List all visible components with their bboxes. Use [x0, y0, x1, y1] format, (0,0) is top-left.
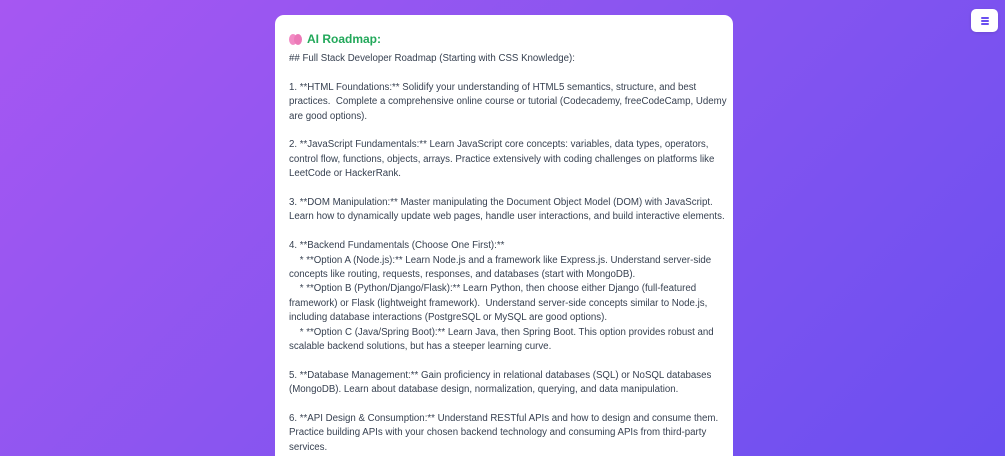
roadmap-line: 4. **Backend Fundamentals (Choose One First):**	[289, 240, 505, 252]
roadmap-line	[289, 182, 719, 196]
roadmap-line: concepts like routing, requests, responses, and databases (start with MongoDB).	[289, 269, 636, 281]
roadmap-line: ## Full Stack Developer Roadmap (Starting with CSS Knowledge):	[289, 53, 575, 64]
roadmap-line: are good options).	[289, 110, 368, 122]
roadmap-line: * **Option B (Python/Django/Flask):** Learn Python, then choose either Django (full-featured	[289, 283, 697, 295]
roadmap-line: Learn how to dynamically update web pages, handle user interactions, and build interactive elements.	[289, 211, 725, 223]
roadmap-line: (MongoDB). Learn about database design, normalization, querying, and data manipulation.	[289, 384, 679, 396]
menu-button[interactable]	[971, 9, 998, 32]
roadmap-line: * **Option A (Node.js):** Learn Node.js and a framework like Express.js. Understand server-side	[289, 254, 712, 266]
roadmap-line: including database interactions (PostgreSQL or MySQL are good options).	[289, 312, 608, 324]
roadmap-line: framework) or Flask (lightweight framework). Understand server-side concepts similar to Node.js,	[289, 297, 708, 309]
roadmap-line: services.	[289, 441, 328, 453]
roadmap-line: control flow, functions, objects, arrays. Practice extensively with coding challenges on platforms like	[289, 153, 715, 165]
card-title: AI Roadmap:	[307, 32, 382, 46]
roadmap-line	[289, 398, 719, 412]
roadmap-line	[289, 354, 719, 368]
roadmap-line: 3. **DOM Manipulation:** Master manipulating the Document Object Model (DOM) with JavaScript.	[289, 197, 713, 209]
roadmap-line: * **Option C (Java/Spring Boot):** Learn Java, then Spring Boot. This option provides robust and	[289, 326, 714, 338]
card-header	[289, 31, 719, 47]
roadmap-line: 2. **JavaScript Fundamentals:** Learn JavaScript core concepts: variables, data types, operators,	[289, 139, 709, 151]
roadmap-line	[289, 124, 719, 138]
brain-icon	[289, 34, 302, 45]
roadmap-line	[289, 225, 719, 239]
roadmap-line: 6. **API Design & Consumption:** Understand RESTful APIs and how to design and consume them.	[289, 413, 719, 425]
roadmap-line: 1. **HTML Foundations:** Solidify your understanding of HTML5 semantics, structure, and best	[289, 81, 697, 93]
roadmap-line: scalable backend solutions, but has a steeper learning curve.	[289, 341, 552, 353]
roadmap-line	[289, 66, 719, 80]
roadmap-text	[289, 52, 727, 455]
roadmap-line: Practice building APIs with your chosen backend technology and consuming APIs from third-party	[289, 427, 707, 439]
hamburger-menu-icon	[981, 17, 989, 24]
roadmap-line: LeetCode or HackerRank.	[289, 168, 402, 180]
roadmap-line: practices. Complete a comprehensive online course or tutorial (Codecademy, freeCodeCamp, Udemy	[289, 96, 727, 108]
roadmap-card	[275, 15, 733, 456]
roadmap-line: 5. **Database Management:** Gain proficiency in relational databases (SQL) or NoSQL databases	[289, 369, 712, 381]
